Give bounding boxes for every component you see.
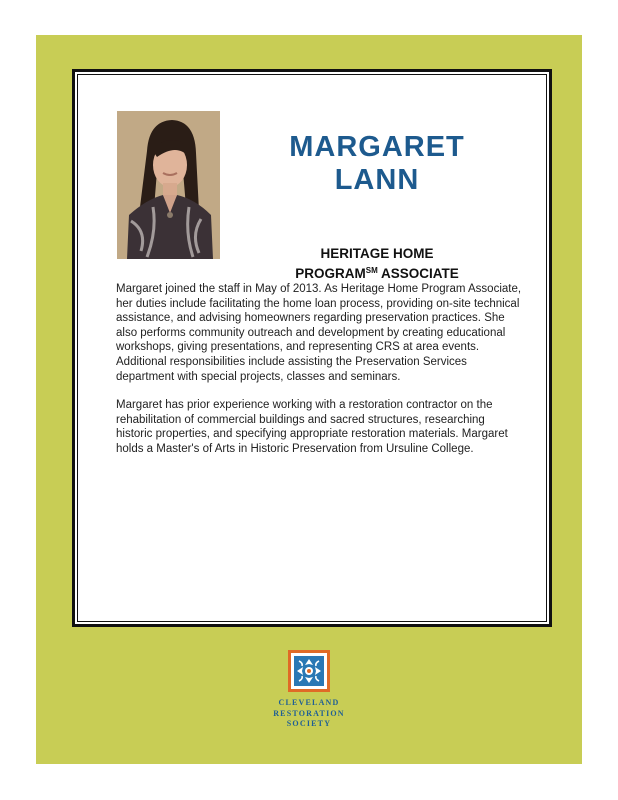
profile-frame-inner <box>77 74 547 622</box>
logo-line-3: SOCIETY <box>286 719 332 728</box>
job-title-role: ASSOCIATE <box>377 266 459 281</box>
person-first-name: MARGARET <box>289 131 465 163</box>
profile-frame <box>72 69 552 627</box>
job-title-line1: HERITAGE HOME <box>320 246 434 261</box>
organization-name <box>266 698 352 730</box>
job-title-program: PROGRAM <box>295 266 366 281</box>
service-mark: SM <box>365 266 378 275</box>
person-name <box>264 131 490 197</box>
bio-paragraph-1: Margaret joined the staff in May of 2013. As Heritage Home Program Associate, her duties include facilitating the home loan process, providing on-site technical assistance, and advising homeowners regarding preservation practices. She also performs community outreach and development by creating educational workshops, giving presentations, and representing CRS at area events. Additional responsibilities include assisting the Preservation Services department with special projects, classes and seminars. <box>116 283 522 383</box>
logo-line-2: RESTORATION <box>273 708 345 718</box>
portrait-photo <box>117 111 220 259</box>
organization-logo <box>266 650 352 730</box>
bio-paragraph-2: Margaret has prior experience working with a restoration contractor on the rehabilitation of commercial buildings and sacred structures, researching historic properties, and specifying appropriate restoration materials. Margaret holds a Master's of Arts in Historic Preservation from Ursuline College. <box>116 399 508 455</box>
job-title <box>264 245 490 282</box>
ornamental-tile-icon <box>288 650 330 692</box>
portrait-illustration <box>117 111 220 259</box>
biography <box>116 282 522 471</box>
page-background <box>36 35 582 764</box>
logo-line-1: CLEVELAND <box>278 698 340 707</box>
person-last-name: LANN <box>334 164 420 196</box>
